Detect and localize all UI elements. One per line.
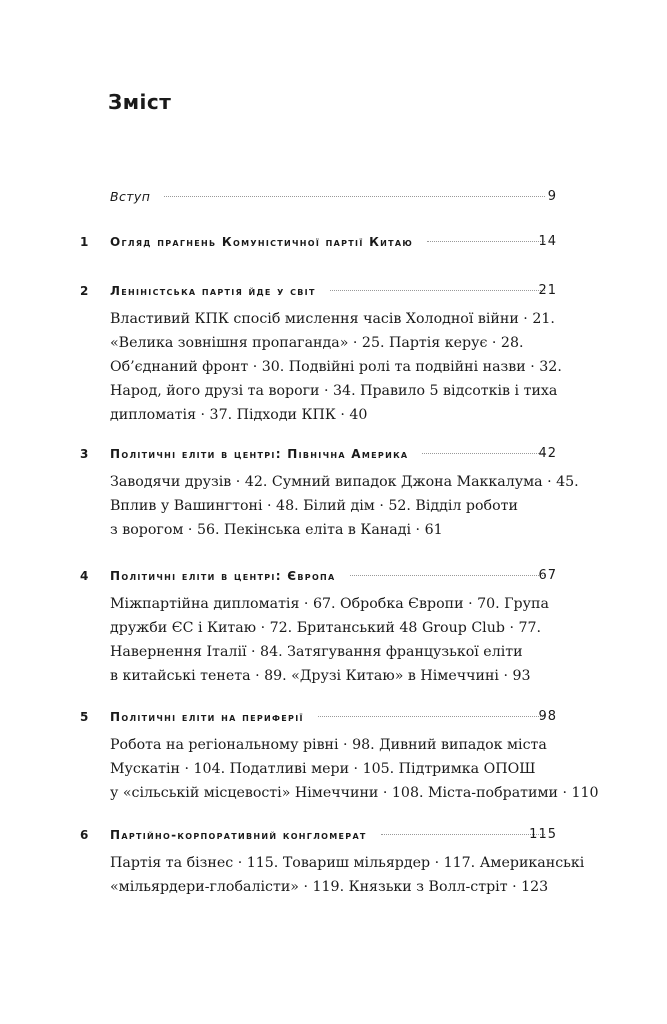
- sections-line: Заводячи друзів · 42. Сумний випадок Джона Маккалума · 45.: [110, 474, 579, 490]
- sections-line: дипломатія · 37. Підходи КПК · 40: [110, 407, 368, 423]
- chapter-number: 6: [80, 828, 89, 842]
- chapter-title: Ленiнiстська партiя йде у світ: [110, 284, 316, 298]
- chapter-title: Політичні еліти в центрі: Північна Америка: [110, 447, 409, 461]
- toc-entry-chapter-4[interactable]: [0, 564, 667, 688]
- toc-entry-chapter-2[interactable]: [0, 279, 667, 427]
- toc-entry-intro[interactable]: [0, 185, 667, 209]
- leader-dots: [427, 241, 545, 242]
- toc-entry-chapter-6[interactable]: [0, 823, 667, 899]
- chapter-number: 4: [80, 569, 89, 583]
- sections-line: «мільярдери-глобалісти» · 119. Князьки з Волл-стріт · 123: [110, 879, 549, 895]
- sections-line: «Велика зовнішня пропаганда» · 25. Партія керує · 28.: [110, 335, 524, 351]
- chapter-sections: [110, 592, 667, 688]
- sections-line: Вплив у Вашингтоні · 48. Білий дім · 52. Відділ роботи: [110, 498, 518, 514]
- sections-line: Народ, його друзі та вороги · 34. Правило 5 відсотків і тиха: [110, 383, 558, 399]
- sections-line: Партія та бізнес · 115. Товариш мільярдер · 117. Американські: [110, 855, 585, 871]
- sections-line: в китайські тенета · 89. «Друзі Китаю» в Німеччині · 93: [110, 668, 531, 684]
- chapter-title: Політичні еліти на периферії: [110, 710, 304, 724]
- page-number: 115: [529, 827, 557, 842]
- chapter-sections: [110, 733, 667, 805]
- sections-line: Мускатін · 104. Податливі мери · 105. Підтримка ОПОШ: [110, 761, 536, 777]
- sections-line: Об’єднаний фронт · 30. Подвійні ролі та подвійні назви · 32.: [110, 359, 562, 375]
- toc-entry-chapter-1[interactable]: [0, 230, 667, 254]
- toc-entry-chapter-5[interactable]: [0, 705, 667, 805]
- chapter-sections: [110, 307, 667, 427]
- chapter-sections: [110, 851, 667, 899]
- leader-dots: [164, 196, 545, 197]
- chapter-sections: [110, 470, 667, 542]
- leader-dots: [318, 716, 545, 717]
- leader-dots: [381, 834, 545, 835]
- sections-line: Робота на регіональному рівні · 98. Дивний випадок міста: [110, 737, 547, 753]
- sections-line: Навернення Італії · 84. Затягування французької еліти: [110, 644, 523, 660]
- sections-line: Міжпартійна дипломатія · 67. Обробка Європи · 70. Група: [110, 596, 549, 612]
- chapter-title: Партійно-корпоративний конгломерат: [110, 828, 367, 842]
- leader-dots: [330, 290, 545, 291]
- leader-dots: [350, 575, 545, 576]
- page-number: 67: [538, 568, 557, 583]
- leader-dots: [422, 453, 545, 454]
- page-number: 21: [538, 283, 557, 298]
- sections-line: у «сільській місцевості» Німеччини · 108. Міста-побратими · 110: [110, 785, 599, 801]
- sections-line: з ворогом · 56. Пекінська еліта в Канаді · 61: [110, 522, 443, 538]
- entry-title: Вступ: [110, 189, 151, 204]
- page-number: 9: [547, 189, 557, 204]
- chapter-number: 2: [80, 284, 89, 298]
- toc-entry-chapter-3[interactable]: [0, 442, 667, 542]
- chapter-number: 3: [80, 447, 89, 461]
- page-number: 98: [538, 709, 557, 724]
- chapter-title: Огляд прагнень Комуністичної партії Китаю: [110, 235, 414, 249]
- sections-line: дружби ЄС і Китаю · 72. Британський 48 Group Club · 77.: [110, 620, 542, 636]
- sections-line: Властивий КПК спосіб мислення часів Холодної війни · 21.: [110, 311, 555, 327]
- chapter-title: Політичні еліти в центрі: Європа: [110, 569, 336, 583]
- page-title: Зміст: [108, 90, 172, 114]
- page-number: 14: [538, 234, 557, 249]
- chapter-number: 5: [80, 710, 89, 724]
- page-number: 42: [538, 446, 557, 461]
- chapter-number: 1: [80, 235, 89, 249]
